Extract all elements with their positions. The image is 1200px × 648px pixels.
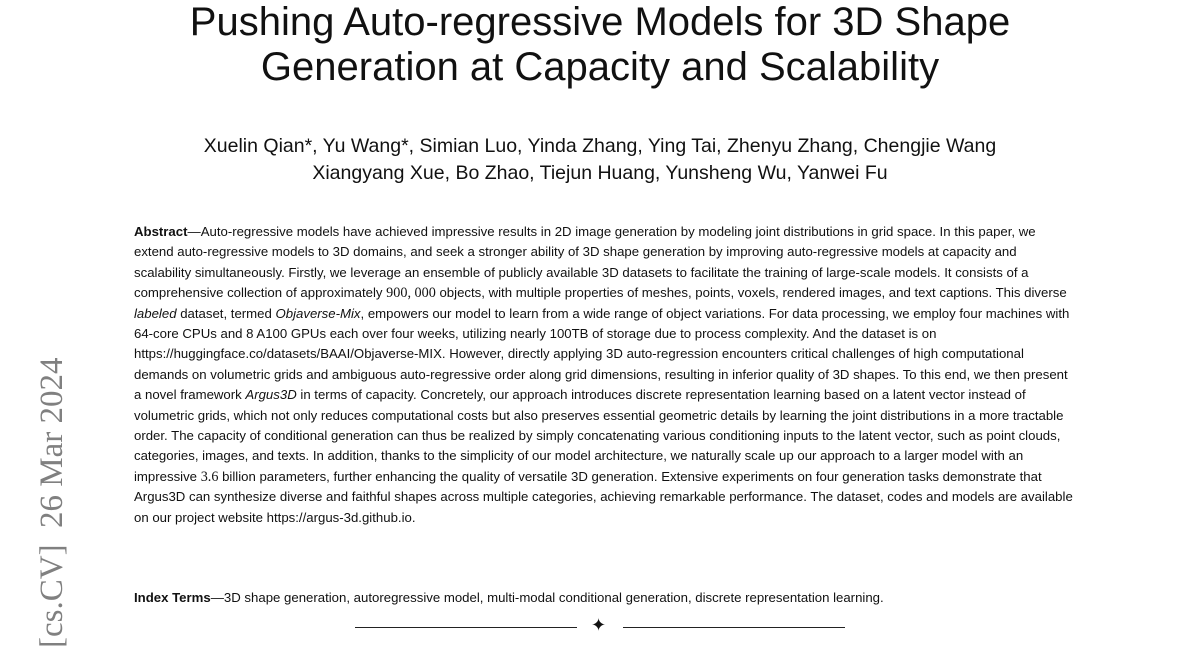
author-list <box>0 133 1200 187</box>
index-terms-text: —3D shape generation, autoregressive model, multi-modal conditional generation, discrete representation learning. <box>210 590 884 605</box>
abstract-label: Abstract <box>134 224 188 239</box>
abstract-emphasis-labeled: labeled <box>134 305 177 321</box>
section-divider <box>355 617 845 637</box>
title-line-1: Pushing Auto-regressive Models for 3D Shape <box>189 0 1011 44</box>
divider-line-left <box>355 627 577 628</box>
paper-title <box>0 0 1200 90</box>
abstract-number-objects: 900, 000 <box>386 285 436 302</box>
abstract-text-1: —Auto-regressive models have achieved impressive results in 2D image generation by modeling joint distributions in grid space. In this paper, we extend auto-regressive models to 3D domains, and seek a stronger ability of 3D shape generation by improving auto-regressive models at capacity and scalability simultaneously. Firstly, we leverage an ensemble of publicly available 3D datasets to facilitate the training of large-scale models. It consists of a comprehensive collection of approximately <box>134 224 1036 301</box>
author-line-2: Xiangyang Xue, Bo Zhao, Tiejun Huang, Yunsheng Wu, Yanwei Fu <box>312 162 888 184</box>
abstract-emphasis-framework: Argus3D <box>245 387 297 403</box>
abstract-text-5: in terms of capacity. Concretely, our approach introduces discrete representation learning based on a latent vector instead of volumetric grids, which not only reduces computational costs but also preserves essential geometric details by learning the joint distributions in a more tractable order. The capacity of conditional generation can thus be realized by simply concatenating various conditioning inputs to the latent vector, such as point clouds, categories, images, and texts. In addition, thanks to the simplicity of our model architecture, we naturally scale up our approach to a larger model with an impressive <box>134 387 1064 484</box>
star-icon: ✦ <box>591 615 607 636</box>
abstract-text-4: , empowers our model to learn from a wide range of object variations. For data processing, we employ four machines with 64-core CPUs and 8 A100 GPUs each over four weeks, utilizing nearly 100TB of storage due to process complexity. And the dataset is on https://huggingface.co/datasets/BAAI/Objaverse-MIX. However, directly applying 3D auto-regression encounters critical challenges of high computational demands on volumetric grids and ambiguous auto-regressive order along grid dimensions, resulting in inferior quality of 3D shapes. To this end, we then present a novel framework <box>134 305 1070 403</box>
abstract-section <box>134 222 1076 528</box>
index-terms <box>134 588 1076 608</box>
title-line-2: Generation at Capacity and Scalability <box>260 45 940 89</box>
abstract-text-2: objects, with multiple properties of meshes, points, voxels, rendered images, and text captions. This diverse <box>435 285 1067 301</box>
abstract-text-3: dataset, termed <box>176 305 276 321</box>
abstract-emphasis-dataset: Objaverse-Mix <box>275 305 361 321</box>
divider-line-right <box>623 627 845 628</box>
abstract-number-params: 3.6 <box>200 468 219 485</box>
author-line-1: Xuelin Qian*, Yu Wang*, Simian Luo, Yinda Zhang, Ying Tai, Zhenyu Zhang, Chengjie Wang <box>203 135 997 157</box>
abstract-paragraph <box>134 222 1076 528</box>
arxiv-stamp: [cs.CV] 26 Mar 2024 <box>34 357 70 648</box>
abstract-text-6: billion parameters, further enhancing the quality of versatile 3D generation. Extensive experiments on four generation tasks demonstrate that Argus3D can synthesize diverse and faithful shapes across multiple categories, achieving remarkable performance. The dataset, codes and models are available on our project website https://argus-3d.github.io. <box>134 468 1073 525</box>
index-terms-label: Index Terms <box>134 590 211 605</box>
